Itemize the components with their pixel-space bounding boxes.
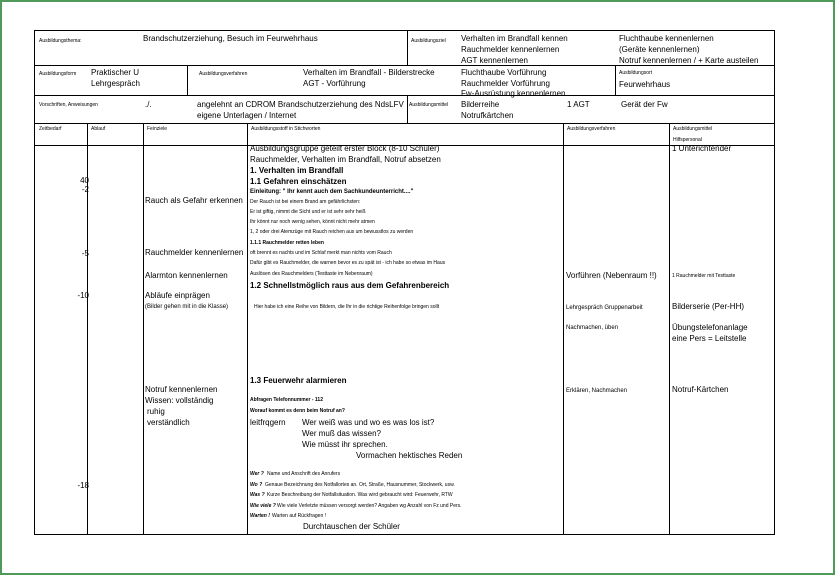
header-vline-ziel (407, 31, 408, 65)
zeit-value: -2 (81, 185, 89, 194)
col-header-feinziele: Feinziele (147, 126, 168, 132)
zeit-value: 40 (80, 176, 89, 185)
ziel-item: Notruf kennenlernen / + Karte austeilen (619, 56, 759, 65)
header-row-divider-2 (35, 95, 774, 96)
stoff-heading: 1. Verhalten im Brandfall (250, 166, 344, 175)
mittel-label: Ausbildungsmittel (409, 102, 449, 108)
feinziel-item: Notruf kennenlernen (145, 385, 218, 394)
header-vline-mittel (407, 95, 408, 123)
mittel-item: 1 Unterichtender (672, 144, 732, 153)
stoff-line: Der Rauch ist bei einem Brand am gefährlichsten: (250, 199, 361, 205)
mittel-item: 1 Rauchmelder mit Testtaste (672, 273, 736, 279)
header-vline-form (187, 65, 188, 95)
w-text: Name und Anschrift des Anrufers (267, 471, 341, 477)
ziel-item: AGT kennenlernen (461, 56, 529, 65)
ziel-label: Ausbildungsziel (411, 38, 446, 44)
w-text: Kurze Beschreibung der Notfallsituation. Was wird gebraucht wird: Feuerwehr, RTW (267, 492, 453, 498)
verfahren-item: Vorführen (Nebenraum !!) (566, 271, 657, 280)
stoff-heading: 1.2 Schnellstmöglich raus aus dem Gefahrenbereich (250, 281, 450, 290)
header-row-divider-3 (35, 123, 774, 124)
feinziel-item: Wissen: vollständig (145, 396, 214, 405)
stoff-question: Vormachen hektisches Reden (356, 451, 463, 460)
stoff-heading: 1.3 Feuerwehr alarmieren (250, 376, 347, 385)
header-row-divider-1 (35, 65, 774, 66)
ziel-item: (Geräte kennenlernen) (619, 45, 700, 54)
verfahren-item: Lehrgespräch Gruppenarbeit (566, 305, 643, 311)
stoff-line: Hier habe ich eine Reihe von Bildern, die Ihr in die richtige Reihenfolge bringen sollt (254, 304, 440, 310)
stoff-line: Ihr könnt nur noch wenig sehen, könnt nicht mehr atmen (250, 219, 375, 225)
ort-value: Feurwehrhaus (619, 80, 671, 89)
stoff-line: Auslösen des Rauchmelders (Testtaste im Nebenraum) (250, 271, 373, 277)
col-header-hilfspersonal: Hilfspersonal (673, 137, 702, 143)
col-header-verfahren: Ausbildungsverfahren (567, 126, 616, 132)
vorschriften-value: ./. (145, 100, 152, 109)
feinziel-item: verständlich (147, 418, 190, 427)
col-divider-feinziele (143, 123, 144, 535)
feinziel-item: Rauchmelder kennenlernen (145, 248, 244, 257)
zeit-value: -5 (81, 249, 89, 258)
w-key: Wie viele ? (250, 503, 276, 509)
feinziel-item: ruhig (147, 407, 165, 416)
w-key: Warten ! (250, 513, 270, 519)
stoff-heading: 1.1.1 Rauchmelder retten leben (250, 240, 324, 246)
ziel-item: Verhalten im Brandfall kennen (461, 34, 568, 43)
col-divider-mittel (669, 123, 670, 535)
stoff-line: Einleitung: " Ihr kennt auch dem Sachkundeunterricht...." (250, 189, 414, 195)
w-text: Wie viele Verletzte müssen versorgt werden? Angaben wg Anzahl von Fz und Pers. (277, 503, 462, 509)
verfahren-value-2: Fw-Ausrüstung kennenlernen (461, 89, 566, 98)
ziel-item: Rauchmelder kennenlernen (461, 45, 560, 54)
zeit-value: -10 (77, 291, 89, 300)
angelehnt-text: eigene Unterlagen / Internet (197, 111, 297, 120)
mittel-item: eine Pers = Leitstelle (672, 334, 747, 343)
header-vline-ort (615, 65, 616, 95)
stoff-line: Er ist giftig, nimmt die Sicht und er ist sehr sehr heiß (250, 209, 366, 215)
col-header-stoff: Ausbildungsstoff in Stichworten (251, 126, 321, 132)
stoff-question: Wer weiß was und wo es was los ist? (302, 418, 435, 427)
feinziel-item: Rauch als Gefahr erkennen (145, 196, 243, 205)
stoff-line: Rauchmelder, Verhalten im Brandfall, Notruf absetzen (250, 155, 441, 164)
verfahren-value-2: Fluchthaube Vorführung (461, 68, 547, 77)
mittel-item: Bilderserie (Per-HH) (672, 302, 745, 311)
col-header-mittel: Ausbildungsmittel (673, 126, 713, 132)
feinziel-note: (Bilder gehen mit in die Klasse) (145, 304, 229, 310)
lesson-plan-sheet (34, 30, 775, 535)
stoff-question: Wie müsst ihr sprechen. (302, 440, 388, 449)
feinziel-item: Alarmton kennenlernen (145, 271, 228, 280)
form-value: Lehrgespräch (91, 79, 140, 88)
verfahren-item: Erklären, Nachmachen (566, 388, 628, 394)
ort-label: Ausbildungsort (619, 70, 653, 76)
stoff-line: leitfrqgern (250, 418, 286, 427)
mittel-value: Notrufkärtchen (461, 111, 514, 120)
feinziel-item: Abläufe einprägen (145, 291, 210, 300)
form-label: Ausbildungsform (39, 71, 77, 77)
mittel-agt: 1 AGT (567, 100, 590, 109)
verfahren-item: Nachmachen, üben (566, 325, 619, 331)
ziel-item: Fluchthaube kennenlernen (619, 34, 714, 43)
thema-value: Brandschutzerziehung, Besuch im Feurwehrhaus (143, 34, 318, 43)
stoff-line: 1, 2 oder drei Atemzüge mit Rauch reichen aus um bewusstlos zu werden (250, 229, 414, 235)
w-key: Wer ? (250, 471, 264, 477)
w-text: Warten auf Rückfragen ! (272, 513, 327, 519)
col-header-zeitbedarf: Zeitbedarf (39, 126, 62, 132)
verfahren-value: AGT - Vorführung (303, 79, 366, 88)
angelehnt-text: angelehnt an CDROM Brandschutzerziehung des NdsLFV (197, 100, 404, 109)
w-key: Wo ? (250, 482, 263, 488)
verfahren-value-2: Rauchmelder Vorführung (461, 79, 550, 88)
stoff-line: Abfragen Telefonnummer - 112 (250, 397, 323, 403)
stoff-question: Wer muß das wissen? (302, 429, 381, 438)
w-key: Was ? (250, 492, 265, 498)
mittel-item: Notruf-Kärtchen (672, 385, 729, 394)
mittel-item: Übungstelefonanlage (672, 323, 748, 332)
mittel-value: Bilderreihe (461, 100, 500, 109)
col-divider-stoff (247, 123, 248, 535)
col-header-ablauf: Ablauf (91, 126, 106, 132)
thema-label: Ausbildungsthema: (39, 38, 82, 44)
form-value: Praktischer U (91, 68, 140, 77)
stoff-line: oft brennt es nachts und im Schlaf merkt man nichts vom Rauch (250, 250, 392, 256)
verfahren-label: Ausbildungsverfahren (199, 71, 248, 77)
stoff-line: Worauf kommt es denn beim Notruf an? (250, 408, 345, 414)
w-text: Genaue Bezeichnung des Notfallortes an. Ort, Straße, Hausnummer, Stockwerk, usw. (265, 482, 455, 488)
stoff-line: Ausbildungsgruppe geteilt erster Block (8-10 Schüler) (250, 144, 440, 153)
zeit-value: -18 (77, 481, 89, 490)
vorschriften-label: Vorschriften, Anweisungen (39, 102, 98, 108)
mittel-geraet: Gerät der Fw (621, 100, 668, 109)
verfahren-value: Verhalten im Brandfall - Bilderstrecke (303, 68, 435, 77)
stoff-line: Durchtauschen der Schüler (303, 522, 400, 531)
stoff-line: Dafür gibt es Rauchmelder, die warnen bevor es zu spät ist - ich habe so etwas im Haus (250, 260, 446, 266)
col-divider-verfahren (563, 123, 564, 535)
stoff-heading: 1.1 Gefahren einschätzen (250, 177, 347, 186)
